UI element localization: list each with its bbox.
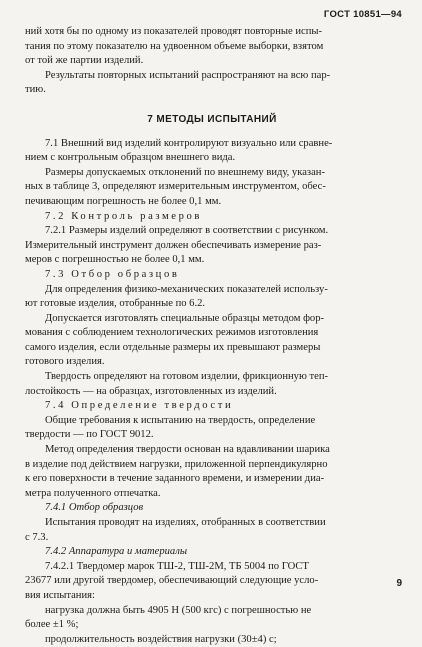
text-line: тания по этому показателю на удвоенном объеме выборки, взятом: [25, 40, 324, 52]
text-line: Результаты повторных испытаний распространяют на всю пар-: [45, 69, 331, 81]
text-line: готового изделия.: [25, 356, 105, 368]
text-line: вия испытания:: [25, 589, 95, 601]
subsection-heading: 7.4 Определение твердости: [45, 400, 234, 412]
text-line: Общие требования к испытанию на твердость, определение: [45, 414, 316, 426]
text-line: в изделие под действием нагрузки, приложенной перпендикулярно: [25, 458, 328, 470]
text-line: с 7.3.: [25, 531, 49, 543]
text-line: самого изделия, если отдельные размеры их превышают размеры: [25, 341, 321, 353]
text-line: от той же партии изделий.: [25, 55, 144, 67]
text-line: ний хотя бы по одному из показателей проводят повторные испы-: [25, 26, 323, 37]
text-line: Испытания проводят на изделиях, отобранных в соответствии: [45, 517, 326, 528]
standard-code-header: ГОСТ 10851—94: [323, 9, 402, 20]
text-line: ют готовые изделия, отобранные по 6.2.: [25, 298, 206, 310]
text-line: метра полученного отпечатка.: [25, 487, 161, 499]
text-line: нагрузка должна быть 4905 Н (500 кгс) с погрешностью не: [45, 604, 312, 616]
text-line: Твердость определяют на готовом изделии, фрикционную теп-: [45, 371, 329, 383]
text-line: более ±1 %;: [25, 619, 79, 631]
text-line: Для определения физико-механических показателей использу-: [45, 283, 328, 295]
text-line: печивающим погрешность не более 0,1 мм.: [25, 195, 222, 207]
text-line: 7.1 Внешний вид изделий контролируют визуально или сравне-: [45, 137, 333, 149]
text-line: 23677 или другой твердомер, обеспечивающий следующие усло-: [25, 575, 319, 587]
section-heading: 7 МЕТОДЫ ИСПЫТАНИЙ: [147, 113, 277, 125]
document-body: [25, 25, 399, 647]
text-line: Размеры допускаемых отклонений по внешнему виду, указан-: [45, 166, 325, 178]
text-line: тию.: [25, 84, 46, 96]
text-line: нием с контрольным образцом внешнего вида.: [25, 152, 236, 164]
text-line: мования с соблюдением технологических режимов изготовления: [25, 327, 319, 339]
subsection-heading: 7.2 Контроль размеров: [45, 210, 203, 222]
text-line: меров с погрешностью не более 0,1 мм.: [25, 254, 205, 266]
text-line: Метод определения твердости основан на вдавливании шарика: [45, 444, 330, 456]
subsection-heading: 7.3 Отбор образцов: [45, 268, 180, 280]
text-line: продолжительность воздействия нагрузки (30±4) с;: [45, 633, 277, 645]
subsection-heading: 7.4.2 Аппаратура и материалы: [45, 546, 188, 558]
text-line: к его поверхности в течение заданного времени, и измерении диа-: [25, 473, 325, 485]
text-line: 7.2.1 Размеры изделий определяют в соответствии с рисунком.: [45, 225, 329, 237]
text-line: 7.4.2.1 Твердомер марок ТШ-2, ТШ-2М, ТБ 5004 по ГОСТ: [45, 560, 309, 572]
page-number: 9: [396, 578, 402, 589]
text-line: твердости — по ГОСТ 9012.: [25, 429, 154, 441]
text-line: ных в таблице 3, определяют измерительным инструментом, обес-: [25, 181, 326, 193]
text-line: Измерительный инструмент должен обеспечивать измерение раз-: [25, 239, 322, 251]
text-line: Допускается изготовлять специальные образцы методом фор-: [45, 312, 325, 324]
subsection-heading: 7.4.1 Отбор образцов: [45, 502, 144, 514]
text-line: лостойкость — на образцах, изготовленных из изделий.: [25, 385, 277, 397]
